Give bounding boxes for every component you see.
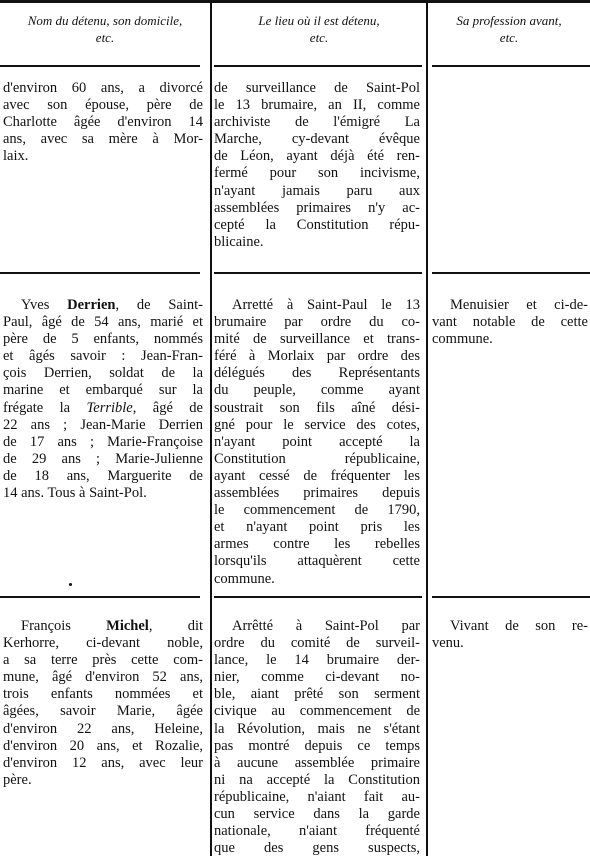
text-line: 14 ans. Tous à Saint-Pol. [3,485,147,502]
text-line: mune, âgé d'environ 52 ans, [3,669,203,686]
column-divider-1 [210,0,212,856]
row-separator [214,596,422,598]
detainee-first-name: François [21,618,107,634]
row3-profession-cell [432,618,588,652]
text-line: Kerhorre, ci-devant noble, [3,635,203,652]
text-line: laix. [3,148,29,165]
row-separator [214,65,422,67]
text-line: lorsqu'ils attaquèrent cette [214,553,420,570]
text-line: n'ayant jamais paru aux [214,182,420,199]
text-line: Menuisier et ci-de- [450,297,588,313]
header-line: etc. [309,30,329,45]
text-line: cepté la Constitution répu- [214,216,420,233]
text-line: mité de surveillance et trans- [214,331,420,348]
frigate-prefix: frégate la [3,399,87,416]
row3-place-cell [214,618,420,857]
column-divider-2 [426,0,428,856]
text-line: ayant cessé de fréquenter les [214,467,420,484]
text-line: d'environ 12 ans, avec leur [3,754,203,771]
text-line: brumaire par ordre du co- [214,314,420,331]
row-separator [214,272,422,274]
text-line: lance, le 14 brumaire der- [214,652,420,669]
text-line: du peuple, comme ayant [214,382,420,399]
text-line: et n'ayant point pris les [214,519,420,536]
text-line: de 18 ans, Marguerite de [3,467,203,484]
row2-name-cell [3,297,203,502]
header-line: Le lieu où il est détenu, [258,13,380,28]
text-line: d'environ 22 ans, Heleine, [3,720,203,737]
frigate-name: Terrible [86,399,133,416]
text-line: Paul, âgé de 54 ans, marié et [3,314,203,331]
text-line: soustrait son fils aîné dési- [214,399,420,416]
header-line: etc. [95,30,115,45]
detainee-surname: Michel [106,618,149,634]
header-line: Nom du détenu, son domicile, [27,13,183,28]
text-line: venu. [432,635,464,652]
text-line [3,400,203,417]
text-line: de 29 ans ; Marie-Julienne [3,450,203,467]
text-line: que des gens suspects, [214,840,420,857]
text-line: assemblées primaires depuis [214,485,420,502]
text-line: de surveillance de Saint-Pol [214,80,420,96]
text-line: d'environ 60 ans, a divorcé [3,80,203,96]
header-line: etc. [499,30,519,45]
text-line: délégués des Représentants [214,365,420,382]
text-line: n'ayant point accepté la [214,433,420,450]
text-line: çois Derrien, soldat de la [3,365,203,382]
frigate-suffix: , âgé de [132,399,203,416]
text-line: marine et embarqué sur la [3,382,203,399]
text-line: le 13 brumaire, an II, comme [214,97,420,114]
text-line: nationale, n'aiant fréquenté [214,823,420,840]
text-line: Arrêtté à Saint-Pol par [232,618,420,634]
text-line: Arretté à Saint-Paul le 13 [232,297,420,313]
text-line [3,618,203,635]
text-line: père de 5 enfants, nommés [3,331,203,348]
text-line: d'environ 20 ans, et Rozalie, [3,737,203,754]
row3-name-cell [3,618,203,789]
row2-profession-cell [432,297,588,348]
text-line: pas montré depuis ce temps [214,737,420,754]
text-line: avec son épouse, père de [3,97,203,114]
text-line: archiviste de l'émigré La [214,114,420,131]
text-line: blicaine. [214,233,264,250]
text-line: ans, avec sa mère à Mor- [3,131,203,148]
text-line: de 17 ans ; Marie-Françoise [3,433,203,450]
row1-name-cell [3,80,203,165]
text-line: assemblées primaires n'y ac- [214,199,420,216]
text-line: a sa terre près cette com- [3,652,203,669]
name-suffix: , dit [148,618,203,634]
text-line: ordre du comité de surveil- [214,635,420,652]
header-profession-column [428,12,590,46]
text-line: ble, aiant prêté son serment [214,686,420,703]
text-line: commune. [214,570,275,587]
row-separator [432,272,590,274]
text-line: ni na accepté la Constitution [214,771,420,788]
text-line: féré à Morlaix par ordre des [214,348,420,365]
text-line: Vivant de son re- [450,618,588,634]
text-line: fermé pour son incivisme, [214,165,420,182]
row-separator [0,596,200,598]
header-line: Sa profession avant, [456,13,562,28]
text-line: civique au commencement de [214,703,420,720]
text-line: armes contre les rebelles [214,536,420,553]
row-separator [0,272,200,274]
text-line: Charlotte âgée d'environ 14 [3,114,203,131]
text-line: trois enfants nommées et [3,686,203,703]
text-line: 22 ans ; Jean-Marie Derrien [3,416,203,433]
text-line: à aucune assemblée primaire [214,754,420,771]
text-line: cun service dans la garde [214,806,420,823]
text-line: nier, comme ci-devant no- [214,669,420,686]
row-separator [432,65,590,67]
text-line: le commencement de 1790, [214,502,420,519]
text-line: âgées, savoir Marie, âgée [3,703,203,720]
text-line: vant notable de cette [432,314,588,331]
header-name-column [0,12,210,46]
name-suffix: , de Saint- [115,297,203,313]
row2-place-cell [214,297,420,588]
text-line: Constitution républicaine, [214,450,420,467]
text-line: commune. [432,331,493,348]
detainee-surname: Derrien [67,297,116,313]
row1-place-cell [214,80,420,251]
header-place-column [212,12,426,46]
text-line: de Léon, ayant déjà été ren- [214,148,420,165]
detainee-first-name: Yves [21,297,68,313]
text-line: gné pour le service des cotes, [214,416,420,433]
text-line: père. [3,771,32,788]
row-separator [432,596,590,598]
row-separator [0,65,200,67]
text-line: la Révolution, mais ne s'étant [214,720,420,737]
ink-dot [69,583,72,586]
text-line: et âgés savoir : Jean-Fran- [3,348,203,365]
text-line [3,297,203,314]
text-line: Marche, cy-devant évêque [214,131,420,148]
text-line: républicaine, n'aiant fait au- [214,788,420,805]
top-rule [0,0,590,3]
